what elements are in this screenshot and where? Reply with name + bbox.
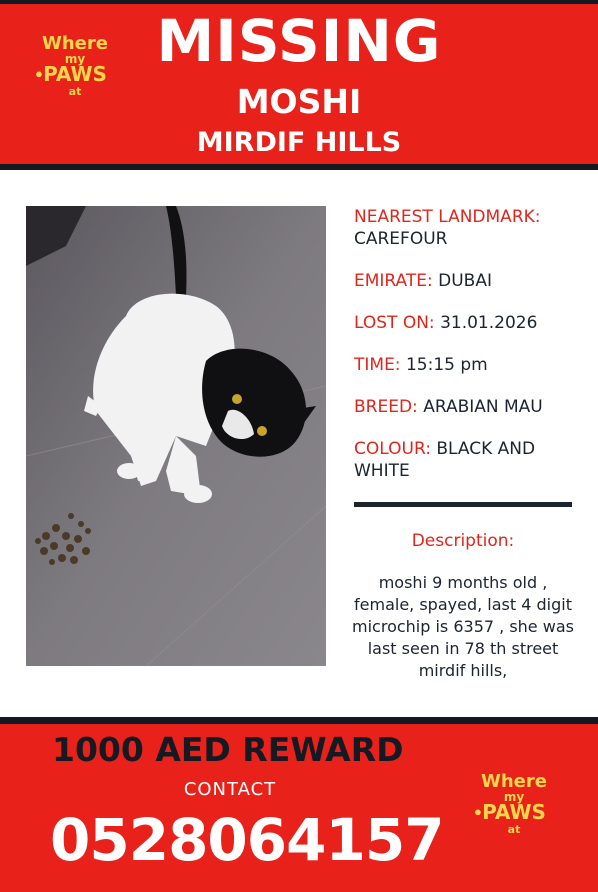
lost-on-row: [354, 312, 584, 334]
details-divider: [354, 502, 572, 507]
nearest-landmark-row: [354, 206, 584, 250]
logo-line-1: Where: [481, 771, 547, 792]
lost-location: MIRDIF HILLS: [196, 127, 402, 158]
breed-row: [354, 396, 584, 418]
breed-value: ARABIAN MAU: [423, 397, 543, 417]
logo-line-3: PAWS: [43, 62, 107, 86]
reward-text: 1000 AED REWARD: [52, 730, 404, 769]
logo-line-3: PAWS: [482, 800, 546, 824]
logo-line-4: at: [68, 85, 82, 98]
description-text: moshi 9 months old , female, spayed, last 4 digit microchip is 6357 , she was last seen in 78 th street mirdif hills,: [352, 573, 574, 680]
emirate-label: EMIRATE:: [354, 271, 433, 291]
where-my-paws-at-logo-footer: [472, 771, 556, 845]
page-title: MISSING: [156, 7, 442, 75]
lost-on-value: 31.01.2026: [440, 313, 538, 333]
colour-value: BLACK AND WHITE: [354, 439, 536, 481]
lost-on-label: LOST ON:: [354, 313, 435, 333]
time-row: [354, 354, 584, 376]
colour-label: COLOUR:: [354, 439, 431, 459]
logo-line-4: at: [507, 823, 521, 836]
time-label: TIME:: [354, 355, 401, 375]
contact-phone-number[interactable]: 0528064157: [50, 806, 444, 874]
colour-row: [354, 438, 576, 482]
emirate-value: DUBAI: [438, 271, 492, 291]
breed-label: BREED:: [354, 397, 418, 417]
paw-print-icon: ●: [35, 66, 43, 81]
time-value: 15:15 pm: [405, 355, 488, 375]
pet-name: MOSHI: [236, 82, 362, 121]
emirate-row: [354, 270, 584, 292]
footer-top-border: [0, 717, 598, 724]
nearest-landmark-value: CAREFOUR: [354, 229, 448, 249]
logo-line-2: my: [64, 52, 86, 66]
cat-photo: [26, 206, 326, 666]
contact-label: CONTACT: [183, 779, 277, 800]
header-bottom-border: [0, 164, 598, 170]
cat-photo-illustration: [26, 206, 326, 666]
logo-line-1: Where: [42, 33, 108, 54]
paw-print-icon: ●: [474, 804, 482, 819]
nearest-landmark-label: NEAREST LANDMARK:: [354, 207, 541, 227]
logo-line-2: my: [503, 790, 525, 804]
description-title: Description:: [411, 531, 515, 551]
